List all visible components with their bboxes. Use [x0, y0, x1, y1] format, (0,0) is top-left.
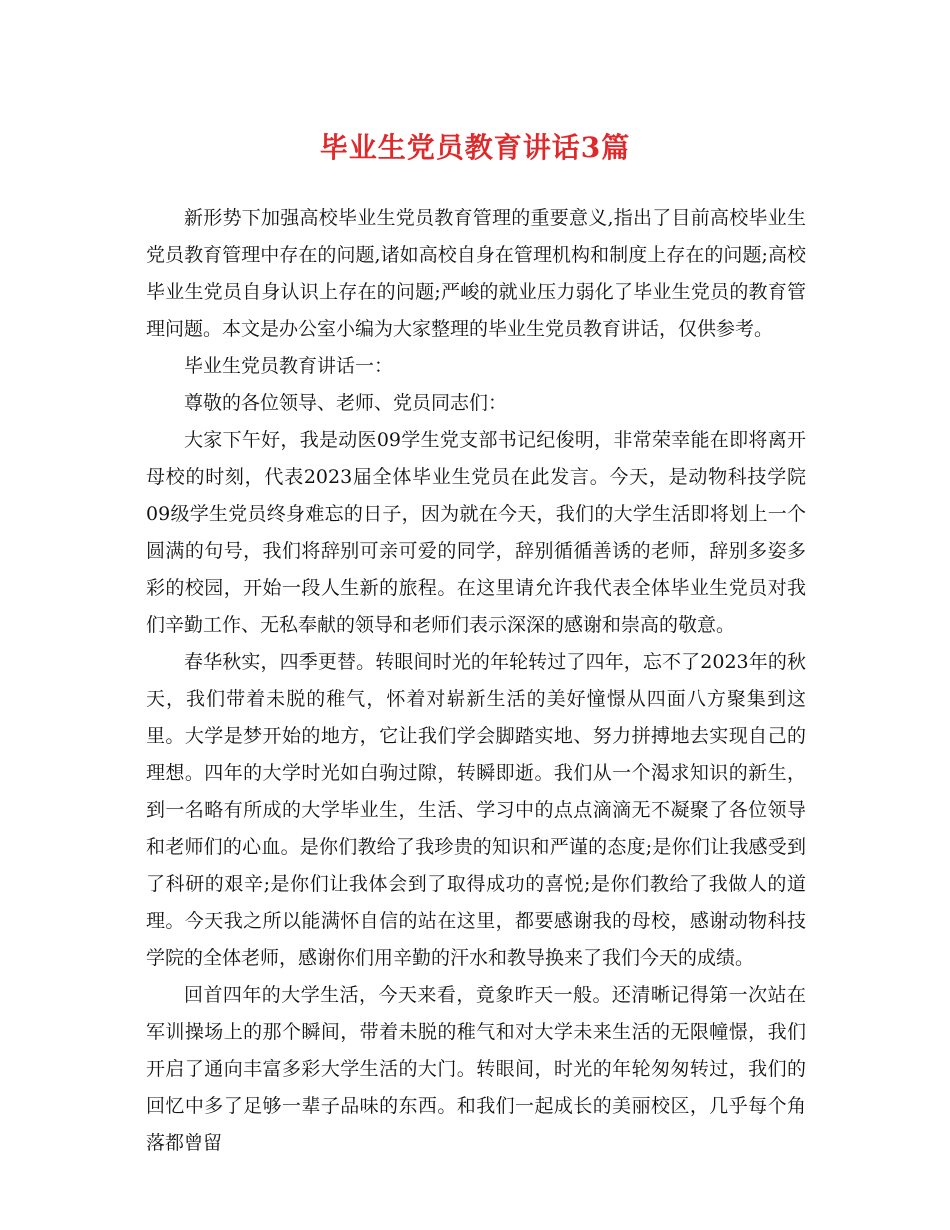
document-title: 毕业生党员教育讲话3篇: [319, 131, 631, 164]
document-body: [146, 200, 806, 1162]
salutation: 尊敬的各位领导、老师、党员同志们：: [184, 392, 508, 414]
speech-heading: 毕业生党员教育讲话一：: [184, 355, 394, 377]
body-paragraph: 大家下午好，我是动医09学生党支部书记纪俊明，非常荣幸能在即将离开母校的时刻，代表2023届全体毕业生党员在此发言。今天，是动物科技学院09级学生党员终身难忘的日子，因为就在今天，我们的大学生活即将划上一个圆满的句号，我们将辞别可亲可爱的同学，辞别循循善诱的老师，辞别多姿多彩的校园，开始一段人生新的旅程。在这里请允许我代表全体毕业生党员对我们辛勤工作、无私奉献的领导和老师们表示深深的感谢和崇高的敬意。: [146, 429, 806, 636]
body-paragraph: 春华秋实，四季更替。转眼间时光的年轮转过了四年，忘不了2023年的秋天，我们带着未脱的稚气，怀着对崭新生活的美好憧憬从四面八方聚集到这里。大学是梦开始的地方，它让我们学会脚踏实地、努力拼搏地去实现自己的理想。四年的大学时光如白驹过隙，转瞬即逝。我们从一个渴求知识的新生，到一名略有所成的大学毕业生，生活、学习中的点点滴滴无不凝聚了各位领导和老师们的心血。是你们教给了我珍贵的知识和严谨的态度;是你们让我感受到了科研的艰辛;是你们让我体会到了取得成功的喜悦;是你们教给了我做人的道理。今天我之所以能满怀自信的站在这里，都要感谢我的母校，感谢动物科技学院的全体老师，感谢你们用辛勤的汗水和教导换来了我们今天的成绩。: [146, 651, 806, 969]
intro-paragraph: 新形势下加强高校毕业生党员教育管理的重要意义,指出了目前高校毕业生党员教育管理中存在的问题,诸如高校自身在管理机构和制度上存在的问题;高校毕业生党员自身认识上存在的问题;严峻的就业压力弱化了毕业生党员的教育管理问题。本文是办公室小编为大家整理的毕业生党员教育讲话，仅供参考。: [146, 207, 806, 340]
body-paragraph: 回首四年的大学生活，今天来看，竟象昨天一般。还清晰记得第一次站在军训操场上的那个瞬间，带着未脱的稚气和对大学未来生活的无限幢憬，我们开启了通向丰富多彩大学生活的大门。转眼间，时光的年轮匆匆转过，我们的回忆中多了足够一辈子品味的东西。和我们一起成长的美丽校区，几乎每个角落都曾留: [146, 984, 806, 1154]
